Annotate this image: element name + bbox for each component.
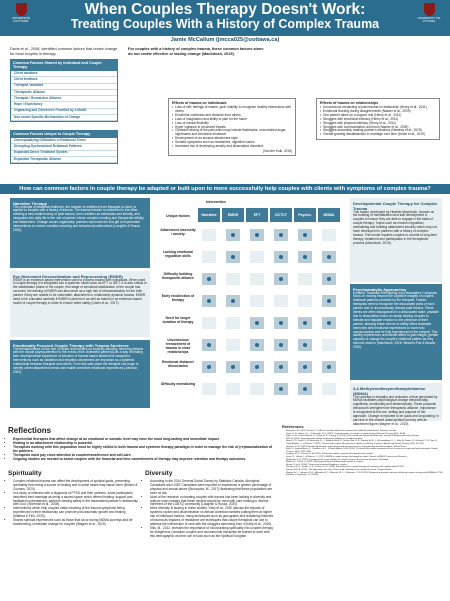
spirituality-item: • Complex relational trauma can affect the development of spiritual goals, preventing spirituality from being a source of healing and in some cases may cause harm (Bowen & Coumos, 2020). (13, 480, 138, 492)
matrix-cell (274, 273, 288, 285)
section-text: The concepts of relational resilience, the transfer of resilience from therapist to client, is applied to couples with a history of trauma. The trauma transfer is redirected to the other, creating a new resilient story of past trauma, then rewritten as individuals and identity, and integration into daily life in the rule of partner whose complex bonding and therapeutic affinity and attachment. Change occurs organically; partners reprocess the lost gift of experiential interventions to restore narrative meaning and behavioural alternatives (Laughlin & Rusca, 2020). (13, 204, 144, 232)
research-question: How can common factors in couple therapy be adapted or built upon to more successfully help couples with clients with symptoms of complex trauma? (0, 184, 450, 194)
section-text: EMDR is an evidence-based intervention used to process trauma with individuals. When used in couple therapy it is integrated into a systemic model such as EFT or IBCT. It is also critical in the stabilization phase of the couple, first stage of emotional stabilization of the couple has occurred, the training of EMDR can also serve as a high risk of retraumatization for the both partner if they are unable to be vulnerable, attachment or relationship dynamic trauma. EMDR need to be educated carefully if EMDR is perform it as well as trained in an evidence-based model of couple therapy in order to ensure client safety (Litwin et al., 2017). (13, 277, 147, 305)
matrix-check-dot (279, 233, 283, 237)
matrix-check-dot (279, 365, 283, 369)
effect-item: • Emotional flooding during disagreements (Nasser et al., 2009) (320, 110, 436, 114)
diversity-item: • Ellis, M., 2012, stresses the importance of incorporating spirituality into couples therapy for Indigenous Canadian couples and recommends therapists be trained to work with this demographic and the use of tools such as the Spiritual Ecogram. (150, 527, 275, 539)
matrix-cell (202, 295, 216, 307)
shared-factor-item: Client variables (11, 71, 117, 77)
matrix-check-dot (255, 233, 259, 237)
reference-item: • Nasser, S. et al. (2009). Trauma and emotional flooding in couples. (286, 464, 444, 467)
reference-item: • Sherman, M. D., Zanotti, D. K., & Jones, D. E. (2008). Key elements in couples therapy with veterans with combat-related PTSD. (286, 466, 444, 469)
matrix-cell (226, 339, 240, 351)
matrix-column-header: Psycho- (294, 208, 316, 222)
matrix-check-dot (231, 255, 235, 259)
matrix-check-dot (255, 343, 259, 347)
diversity-title: Diversity (145, 470, 173, 477)
reflection-item: • Healing in an attachment relationship is powerful. (13, 441, 278, 445)
section-text: The increase in empathy and reduction of fear generated by MDMA facilitates psychological change behaviourally, cognitively, emotionally and dimensionally. These prosocial behaviours strengthen the therapeutic alliance. Importance is recognized at the use, setting and purpose of the approach. Change is reported to be quick and long lasting, in part due to the shared quasi-spiritual journey with an attachment figure (Wagner et al., 2019). (353, 394, 439, 426)
matrix-cell (322, 361, 336, 373)
logo-right-text: UNIVERSITY OF OTTAWA (417, 16, 441, 24)
spirituality-title: Spirituality (8, 470, 42, 477)
matrix-cell (250, 383, 264, 395)
reference-item: • Ellis, M. (2012). Spirituality and couples therapy with Indigenous Canadian couples. (286, 438, 444, 441)
effects-relationship-box (316, 98, 440, 140)
effect-item: • Loss of self; feelings of shame, guilt, inability to recognize healthy interactions with others (172, 106, 292, 114)
reflection-item: • Therapists must pay close attention to countertransference and self-care. (13, 453, 278, 457)
matrix-check-dot (255, 321, 259, 325)
matrix-corner-label: Unique factors (166, 214, 190, 218)
matrix-row-label: Need for longer duration of therapy (162, 316, 194, 324)
effect-item: • Struggles accurately reading partner's emotions (Nesteva et al., 2019) (320, 129, 436, 133)
diversity-list (145, 480, 275, 539)
matrix-row-label: Emotional distance/ dissociation (161, 360, 195, 368)
logo-left-text: UNIVERSITÉ D'OTTAWA (11, 16, 30, 24)
matrix-cell (274, 317, 288, 329)
spirituality-item: • Interventions which help couples make meaning of the trauma symptoms being experienced in their relationship can promote post-traumatic growth and healing (Mattera & Fink, 2020). (13, 507, 138, 519)
matrix-cell (250, 295, 264, 307)
matrix-check-dot (303, 321, 307, 325)
matrix-cell (202, 383, 216, 395)
intervention-matrix (160, 198, 346, 406)
matrix-cell (274, 383, 288, 395)
reference-item: • Johnson, S. M. (2002). Emotionally focused couple therapy with trauma survivors: Strengthening attachment bonds. Guilford Press. (286, 446, 444, 449)
shared-factors-panel (10, 59, 118, 122)
matrix-column-header: EMDR (222, 208, 244, 222)
section-text: This model, developed by Heather MacIntosh, focuses on the building of mentalization and skill development in couples to ensure they are able to engage in the tasks of couple therapy. Topics such as emotion regulation, mentalizing and building attachment security which may not have developed for partners with a history of complex trauma. This model requires couples to commit to long-term therapy, treatment and participation in the therapeutic process (MacIntosh, 2019). (353, 209, 438, 245)
matrix-cell (202, 251, 216, 263)
matrix-cell (274, 229, 288, 241)
reference-item: • Wagner, A. C., Liebman, R. E., Mithoefer, A. T., Mithoefer, M. C., & Monson, C. M. (2019). Relational and growth outcomes following couples therapy with MDMA for PTSD. Frontiers in Psychiatry, 12, 702838. (286, 472, 444, 477)
crest-icon (424, 3, 435, 16)
matrix-cell (226, 361, 240, 373)
matrix-cell (202, 229, 216, 241)
effects-relationship-title: Effects of trauma on relationships (320, 101, 379, 105)
matrix-cell (250, 229, 264, 241)
reference-item: • Henry, S. B., Smith, D. B., Archuleta, K. L., Sanders-Hahs, E., Nelson Goff, B. S., Reisbig, A. M. J., Schwerdtfeger, K. L., Bole, A., Hayes, E., Hoheisel, C. B., Nye, B., Osby-Williams, J., & Scheer, T. (2011). Trauma and couples: Mechanisms in dyadic functioning. Journal of Marital and Family Therapy, 37(3), 319-332. (286, 440, 444, 445)
matrix-cell (322, 295, 336, 307)
matrix-cell (274, 339, 288, 351)
section-title: Emotionally Focused Couple Therapy with Trauma Survivors (13, 342, 129, 348)
psychoanalytic-section (350, 284, 442, 380)
section-title: Narrative Therapy (13, 200, 48, 206)
matrix-check-dot (303, 343, 307, 347)
reference-item: • MacIntosh, H. B. (2019). Developmental couple therapy for complex trauma: A manual for therapists. Routledge. (286, 459, 444, 462)
effect-item: • Struggles with physical intimacy (Henry et al., 2011) (320, 122, 436, 126)
reference-item: • Dollar, S. M., Deitsch-Brown, D., Keiley, M. K., & Kang, S. (2019). Prior trauma and marital dissatisfaction. Journal of Marital and Family Therapy. (286, 435, 444, 438)
reflections-list (8, 437, 278, 462)
reference-item: • Van der Kolk, B. (2015). The body keeps the score: Brain, mind, and body in the healing of trauma. Penguin Books. (286, 469, 444, 472)
diversity-item: • According to the 2014 General Social Survey by Statistics Canada, Aboriginal Canadians and LGBT Canadians were reported to experience a greater percentage of physical and sexual abuse (Burczycka, M., 2017) illustrating that these populations are more at risk. (150, 480, 275, 496)
matrix-check-dot (207, 299, 211, 303)
matrix-row-label: Attachment insecurity / anxiety (160, 228, 196, 236)
matrix-row-label: Lacking emotional regulation skills (163, 250, 193, 258)
matrix-check-dot (207, 365, 211, 369)
reference-item: • Litwin, R., Jeffrey, J., & Mancini, C. (2017). EMDR in couple therapy: An integrative model. Journal of EMDR Practice and Research. (286, 456, 444, 459)
section-title: 3,4-Methylenedioxymethamphetamine (MDMA) (353, 385, 426, 396)
couple-factors-list (10, 137, 118, 164)
references-title: References (282, 424, 304, 429)
matrix-cell (298, 317, 312, 329)
matrix-column-header: Narrative (198, 208, 220, 222)
couple-factor-item: Expanded Direct Treatment System (11, 151, 117, 157)
effects-individual-box (168, 98, 296, 156)
references-list (282, 430, 444, 477)
matrix-cell (226, 383, 240, 395)
matrix-row-label: Early recollection of therapy (161, 294, 195, 302)
matrix-cell (202, 317, 216, 329)
matrix-column-header: EFT (246, 208, 268, 222)
poster-title: When Couples Therapy Doesn't Work: (84, 1, 366, 18)
matrix-row-label: Difficulty mentalizing (160, 382, 196, 386)
university-logo-left (6, 3, 36, 33)
matrix-cell (202, 273, 216, 285)
matrix-check-dot (207, 343, 211, 347)
spirituality-item: • In a study of veterans with a diagnosis of PTSD and their partners, some participants described their marriage as being a sacred space which offered healing, support and facilitated conversations; partners viewing safety in the traumatized partner's relationship with God. (Sherman et al., 2008). (13, 492, 138, 508)
effect-item: • Emotional numbness and distance from others (172, 114, 292, 118)
effect-item: • Development of an anxious attachment style (172, 137, 292, 141)
matrix-cell (322, 251, 336, 263)
shared-factor-item: Non-model Specific Mechanisms of Change (11, 115, 117, 121)
effects-individual-list (172, 106, 292, 149)
matrix-cell (274, 251, 288, 263)
matrix-cell (322, 273, 336, 285)
matrix-check-dot (255, 365, 259, 369)
matrix-check-dot (231, 365, 235, 369)
shared-factor-item: Hope / Expectancy (11, 102, 117, 108)
matrix-cell (298, 339, 312, 351)
matrix-check-dot (279, 255, 283, 259)
matrix-cell (274, 295, 288, 307)
shared-factor-item: Therapist Variables (11, 84, 117, 90)
effect-item: • Loss of mental flexibility (172, 122, 292, 126)
matrix-check-dot (231, 299, 235, 303)
section-text: The therapist takes on the role of helper and focuses on explicitly attuning, mirroring distress with the couple paying attention to the needs of the victimized partner(s) as a way of healing their developmental experience of intrusion of trauma based attachment caregivers. Interventions such as validation and empathic attunement are important as a systemic relationship between therapist and clients. From this safe place the therapist can begin to identify unmet attachment needs and enable corrective emotional experiences (Johnson, 2002). (13, 346, 144, 374)
matrix-check-dot (279, 277, 283, 281)
crest-icon (16, 3, 27, 16)
matrix-cell (322, 317, 336, 329)
effect-item: • Constant reliving of the past which may include flashbacks, uncontrolled anger, nightmares and emotional shutdown (172, 129, 292, 137)
effect-item: • One partner takes on a support role (Henry et al., 2011) (320, 114, 436, 118)
reference-item: • Kelly, S., Jeremie-Brink, G., Chambers, A. L., & Smith-Bynum, M. A. (2020). The black lives matter movement: A call to action for couple and family therapists. Family Process, 59(4), 1374-1388. (286, 448, 444, 453)
reference-item: • Mattera, E., & Fink, S. (2020). Meaning-making and posttraumatic growth in couples. (286, 461, 444, 464)
reflection-item: • Ongoing studies are needed to assist couples with the financial and time commitments of therapy may improve retention and therapy outcomes. (13, 457, 278, 461)
matrix-cell (226, 295, 240, 307)
matrix-check-dot (303, 365, 307, 369)
effect-item: • Increased risk of developing anxiety and dissociative disorders (172, 145, 292, 149)
narrative-therapy-section (10, 198, 150, 268)
shared-factor-item: Therapist / Researcher Alliance (11, 96, 117, 102)
effect-item: • Overall growing dissatisfaction in marriage over time (Dollar et al., 2019) (320, 133, 436, 137)
couples-note: For couples with a history of complex trauma, these common factors alone do not create effective or lasting change (MacIntosh, 2019). (128, 47, 264, 56)
effect-item: • Unconscious reenacting of past trauma in relationship (Henry et al., 2011) (320, 106, 436, 110)
matrix-cell (322, 339, 336, 351)
effects-individual-title: Effects of trauma on individuals (172, 101, 227, 105)
matrix-cell (226, 229, 240, 241)
matrix-check-dot (327, 277, 331, 281)
effect-item: • Struggles with emotional intimacy (Henry et al., 2011) (320, 118, 436, 122)
matrix-check-dot (327, 321, 331, 325)
matrix-row-label: Unconscious reenactment of trauma in close relationships (165, 338, 191, 354)
section-title: Developmental Couple Therapy for Complex Trauma (353, 200, 438, 211)
spirituality-list (8, 480, 138, 527)
mdma-section (350, 383, 442, 426)
matrix-cell (298, 273, 312, 285)
matrix-check-dot (303, 255, 307, 259)
matrix-cell (202, 361, 216, 373)
section-text: Dynamic Traumatic Reenacting and Dissociative Collusions focus on moving beyond the cognitive insights of couples' relational patterns provided by the therapist. Further, therapists need to recognize the dissociated parts of each partner and of unconsciously reenact past trauma. These clients are often disorganized in a dissociated state, unstable due to dissociation focus on slowly helping couples to tolerate and regulate emotion in the presence of their partner, allowing these mirrors to safely offers traumatic memories with emotional experiences to move into consciousness and be fully experienced in the present. This activity experiences unresolved affect to gain insight, greater capacity to change the couple's relational pattern as they become stuck in (MacIntosh, 2016; Weisner-Paz & Beazle, 2020). (353, 290, 439, 350)
matrix-cell (226, 273, 240, 285)
author-line: Jamie McCallum (jmcca025@uottawa.ca) (170, 37, 280, 43)
matrix-cell (274, 361, 288, 373)
shared-factor-item: Client feedback (11, 77, 117, 83)
effect-item: • Somatic symptoms such as headaches, digestive issues (172, 141, 292, 145)
matrix-cell (226, 251, 240, 263)
matrix-check-dot (279, 343, 283, 347)
matrix-cell (298, 361, 312, 373)
reference-item: • Burczycka, M. (2017). Section 1: Profile of Canadian adults who experienced childhood maltreatment. Statistics Canada. (286, 430, 444, 433)
couple-factor-item: Expanded Therapeutic Alliance (11, 157, 117, 163)
reflection-item: • Experiential therapies that affect change at an emotional or somatic level may have the most long-lasting and immediate impact. (13, 437, 278, 441)
effects-relationship-list (320, 106, 436, 137)
eft-section (10, 340, 150, 408)
effects-citation: (Van der Kolk, 2015) (263, 148, 292, 153)
matrix-cell (202, 339, 216, 351)
spirituality-item: • Shared spiritual experiences such as those that occur during MDMA journeys and be transforming, immediate change for couples (Wagner et al., 2020). (13, 519, 138, 527)
matrix-column-header: DCTCT (270, 208, 292, 222)
effect-item: • Hyper vigilance to perceived threats (172, 126, 292, 130)
matrix-cell (322, 229, 336, 241)
matrix-cell (250, 339, 264, 351)
matrix-cell (298, 383, 312, 395)
lead-text: Davis et al., 2008, identified common factors that create change for most couples in therapy. (10, 47, 118, 56)
shared-factor-item: Therapeutic Alliance (11, 90, 117, 96)
section-title: Eye Movement Desensitization and Reprocessing (EMDR) (13, 273, 123, 279)
shared-factors-title: Common Factors Shared by Individual and Couple Therapy (10, 59, 118, 70)
matrix-intervention-header: Intervention (206, 200, 226, 204)
matrix-check-dot (327, 299, 331, 303)
effect-item: • Struggles with communication and trust (Nasser et al., 2009) (320, 126, 436, 130)
matrix-check-dot (303, 387, 307, 391)
reference-item: • Laughlin, M. J., & Rusca, K. A. (2020). Relational resilience and narrative therapy with couples. (286, 453, 444, 456)
couple-factor-item: Disrupting Dysfunctional Relational Patterns (11, 144, 117, 150)
matrix-check-dot (279, 321, 283, 325)
section-title: Psychoanalytic Approaches (353, 286, 407, 292)
matrix-check-dot (327, 365, 331, 369)
matrix-cell (250, 317, 264, 329)
couple-factor-item: Conceptualizing Difficulties in Relational Terms (11, 138, 117, 144)
dctct-section (350, 198, 442, 282)
matrix-cell (298, 229, 312, 241)
shared-factors-list (10, 70, 118, 122)
matrix-column-header: MDMA (318, 208, 340, 222)
matrix-cell (250, 251, 264, 263)
shared-factor-item: Organizing and Coherence Provided by a Model (11, 109, 117, 115)
matrix-row-label: Difficulty building therapeutic alliance (162, 272, 194, 280)
matrix-cell (322, 383, 336, 395)
couple-factors-title: Common Factors Unique to Couple Therapy (10, 130, 118, 137)
reference-item: • Davis, S. D., Lebow, J. L., & Sprenkle, D. H. (2012). Common factors of change in couple therapy. Behavior Therapy, 43(1), 36-48. (286, 433, 444, 436)
matrix-check-dot (231, 233, 235, 237)
diversity-item: • More diversity is lacking in these studies. Kelly et al., 2020 discuss the impacts of systemic racism and discrimination on African American families putting them at higher risk of childhood trauma. Using techniques such as genograms and reclaiming histories of trauma as legacies of resistance are techniques that couple therapists can use to address the intersection of race with the struggles stemming from it (Kelly et al., 2020). (150, 507, 275, 527)
effect-item: • Loss of imagination and ability to plan for the future (172, 118, 292, 122)
matrix-cell (250, 361, 264, 373)
university-logo-right (414, 3, 444, 33)
reflections-title: Reflections (8, 426, 52, 435)
matrix-cell (298, 295, 312, 307)
matrix-check-dot (327, 255, 331, 259)
matrix-cell (226, 317, 240, 329)
diversity-item: • Most of the research on treating couples with trauma has been lacking in diversity and authors warn readers that these models should be used with care relating to diverse members of the LGBTQ community (Laughlin & Rusca, 2020). (150, 496, 275, 508)
emdr-section (10, 271, 150, 337)
reflection-item: • Therapists working with this population must be highly skilled in both trauma and systemic therapy paradigm in order to manage the risk of (re)traumatization of the partners. (13, 445, 278, 453)
matrix-check-dot (303, 233, 307, 237)
matrix-cell (298, 251, 312, 263)
couple-factors-panel (10, 130, 118, 164)
poster-subtitle: Treating Couples With a History of Complex Trauma (70, 17, 380, 31)
matrix-cell (250, 273, 264, 285)
matrix-check-dot (207, 277, 211, 281)
matrix-check-dot (279, 387, 283, 391)
